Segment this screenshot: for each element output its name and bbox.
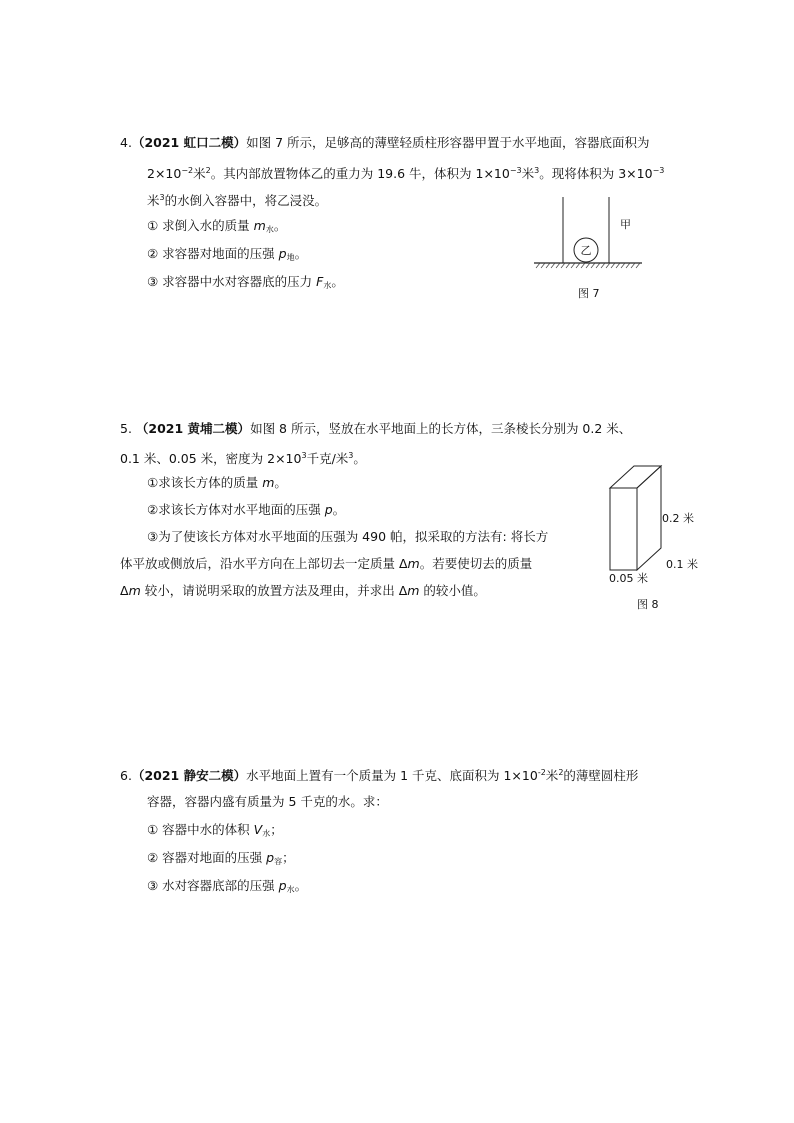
q6-line-1: 6.（2021 静安二模）水平地面上置有一个质量为 1 千克、底面积为 $1\times 10^{-2}$米$^2$的薄壁圆柱形 [120, 768, 639, 783]
q5-sub-2: ②求该长方体对水平地面的压强 p。 [147, 502, 346, 517]
q4-sub-2: ② 求容器对地面的压强 $p_地$。 [147, 246, 308, 262]
q4-sub-3: ③ 求容器中水对容器底的压力 $F_水$。 [147, 274, 344, 290]
ground-hatching [536, 263, 640, 268]
box-side-face [637, 466, 661, 570]
q5-sub-3-line-3: Δm 较小，请说明采取的放置方法及理由，并求出 Δm 的较小值。 [120, 583, 486, 598]
q5-sub-3-line-2: 体平放或侧放后，沿水平方向在上部切去一定质量 Δm。若要使切去的质量 [120, 556, 533, 571]
q5-text-1: 如图 8 所示，竖放在水平地面上的长方体，三条棱长分别为 0.2 米、 [250, 421, 632, 436]
dim-width-label: 0.05 米 [609, 572, 648, 585]
q4-line-1: 4.（2021 虹口二模）如图 7 所示，足够高的薄壁轻质柱形容器甲置于水平地面，容器底面积为 [120, 135, 650, 150]
q4-sub-1: ① 求倒入水的质量 $m_水$。 [147, 218, 287, 234]
figure-7-container-diagram [530, 195, 650, 275]
figure-8-caption: 图 8 [637, 598, 659, 611]
q4-text-1: 如图 7 所示，足够高的薄壁轻质柱形容器甲置于水平地面，容器底面积为 [246, 135, 650, 150]
figure-8-box-diagram [600, 460, 700, 590]
q4-line-2: $2\times 10^{-2}$米$^2$。其内部放置物体乙的重力为 19.6 牛，体积为 $1\times 10^{-3}$米$^3$。现将体积为 $3\times 10^{-3}$ [147, 166, 665, 181]
q5-sub-1: ①求该长方体的质量 m。 [147, 475, 287, 490]
dim-height-label: 0.2 米 [662, 512, 694, 525]
box-front-face [610, 488, 637, 570]
q4-line-3: 米$^3$的水倒入容器中，将乙浸没。 [147, 193, 328, 208]
dim-depth-label: 0.1 米 [666, 558, 698, 571]
q4-source: （2021 虹口二模） [131, 135, 247, 150]
q6-number: 6 [120, 768, 128, 783]
q6-sub-3: ③ 水对容器底部的压强 $p_水$。 [147, 878, 308, 894]
q4-number: 4 [120, 135, 128, 150]
q6-line-2: 容器，容器内盛有质量为 5 千克的水。求： [147, 794, 388, 809]
q5-number: 5 [120, 421, 128, 436]
object-ball-label: 乙 [580, 244, 592, 257]
box-top-face [610, 466, 661, 488]
q5-sub-3-line-1: ③为了使该长方体对水平地面的压强为 490 帕，拟采取的方法有: 将长方 [147, 529, 549, 544]
q6-source: （2021 静安二模） [131, 768, 247, 783]
q6-sub-2: ② 容器对地面的压强 $p_容$； [147, 850, 295, 866]
q6-sub-1: ① 容器中水的体积 $V_水$； [147, 822, 283, 838]
q5-source: （2021 黄埔二模） [135, 421, 251, 436]
q5-line-1: 5. （2021 黄埔二模）如图 8 所示，竖放在水平地面上的长方体，三条棱长分别为 0.2 米、 [120, 421, 632, 436]
container-label: 甲 [620, 218, 631, 231]
figure-7-caption: 图 7 [578, 287, 600, 300]
q5-line-2: 0.1 米、0.05 米，密度为 $2\times 10^3$千克/米$^3$。 [120, 451, 366, 466]
